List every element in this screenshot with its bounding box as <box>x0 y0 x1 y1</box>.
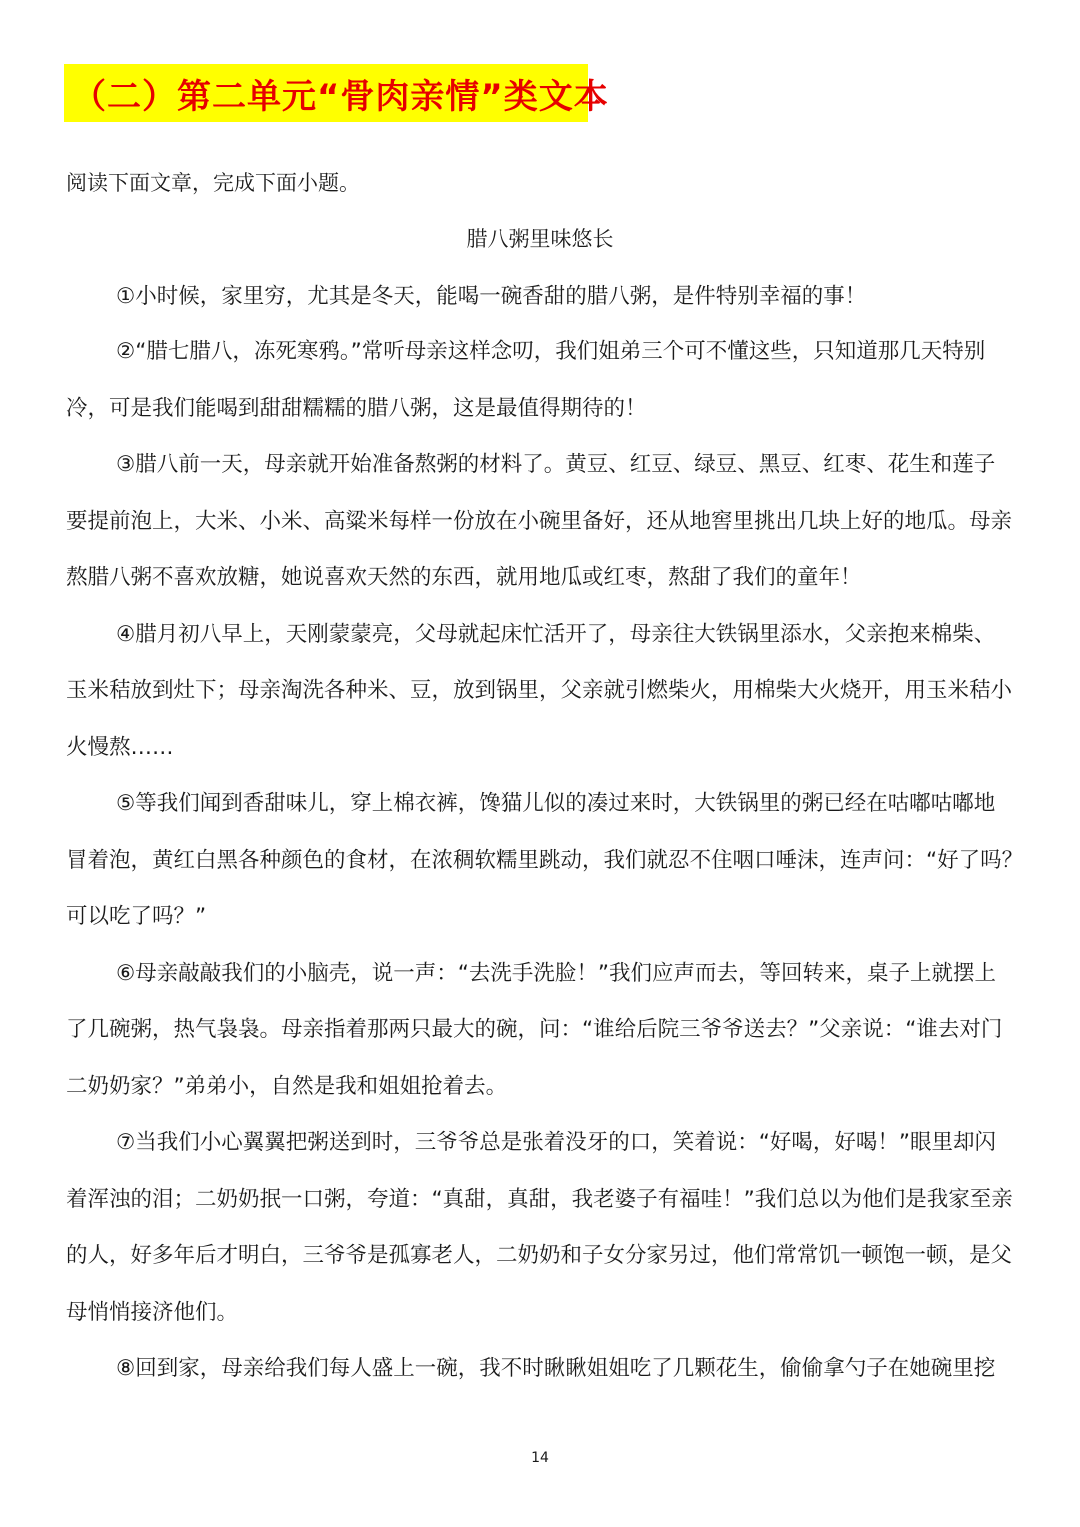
article-title: 腊八粥里味悠长 <box>466 227 614 251</box>
paragraph-line: ②“腊七腊八，冻死寒鸦。”常听母亲这样念叨，我们姐弟三个可不懂这些，只知道那几天特别 <box>116 339 986 364</box>
section-heading-highlight <box>64 64 609 122</box>
paragraph-line: ③腊八前一天，母亲就开始准备熬粥的材料了。黄豆、红豆、绿豆、黑豆、红枣、花生和莲子 <box>116 452 996 477</box>
paragraph-line: 母悄悄接济他们。 <box>66 1300 239 1325</box>
paragraph-line: 要提前泡上，大米、小米、高粱米每样一份放在小碗里备好，还从地窖里挑出几块上好的地瓜。母亲 <box>66 509 1013 534</box>
page-number: 14 <box>531 1450 549 1466</box>
paragraph-line: 着浑浊的泪；二奶奶抿一口粥，夸道：“真甜，真甜，我老婆子有福哇！”我们总以为他们是我家至亲 <box>66 1187 1013 1212</box>
section-heading: （二）第二单元“骨肉亲情”类文本 <box>72 76 609 117</box>
reading-instruction: 阅读下面文章，完成下面小题。 <box>66 171 360 195</box>
paragraph-line: ④腊月初八早上，天刚蒙蒙亮，父母就起床忙活开了，母亲往大铁锅里添水，父亲抱来棉柴、 <box>116 622 996 647</box>
paragraph-line: ⑧回到家，母亲给我们每人盛上一碗，我不时瞅瞅姐姐吃了几颗花生，偷偷拿勺子在她碗里挖 <box>116 1356 996 1381</box>
paragraph-line: 熬腊八粥不喜欢放糖，她说喜欢天然的东西，就用地瓜或红枣，熬甜了我们的童年！ <box>66 565 862 590</box>
paragraph-line: 了几碗粥，热气袅袅。母亲指着那两只最大的碗，问：“谁给后院三爷爷送去？”父亲说：“谁去对门 <box>66 1017 1003 1042</box>
paragraph-line: ⑦当我们小心翼翼把粥送到时，三爷爷总是张着没牙的口，笑着说：“好喝，好喝！”眼里却闪 <box>116 1130 997 1155</box>
paragraph-line: 冷，可是我们能喝到甜甜糯糯的腊八粥，这是最值得期待的！ <box>66 396 647 421</box>
paragraph-line: 冒着泡，黄红白黑各种颜色的食材，在浓稠软糯里跳动，我们就忍不住咽口唾沫，连声问：“好了吗？ <box>66 848 1024 873</box>
paragraph-line: 二奶奶家？”弟弟小，自然是我和姐姐抢着去。 <box>66 1074 508 1099</box>
paragraph-line: 的人，好多年后才明白，三爷爷是孤寡老人，二奶奶和子女分家另过，他们常常饥一顿饱一顿，是父 <box>66 1243 1013 1268</box>
paragraph-line: ⑤等我们闻到香甜味儿，穿上棉衣裤，馋猫儿似的凑过来时，大铁锅里的粥已经在咕嘟咕嘟地 <box>116 791 996 816</box>
paragraph-line: 火慢熬…… <box>66 735 174 760</box>
paragraph-line: ⑥母亲敲敲我们的小脑壳，说一声：“去洗手洗脸！”我们应声而去，等回转来，桌子上就摆上 <box>116 961 997 986</box>
paragraph-line: ①小时候，家里穷，尤其是冬天，能喝一碗香甜的腊八粥，是件特别幸福的事！ <box>116 284 867 309</box>
paragraph-line: 玉米秸放到灶下；母亲淘洗各种米、豆，放到锅里，父亲就引燃柴火，用棉柴大火烧开，用玉米秸小 <box>66 678 1013 703</box>
paragraph-line: 可以吃了吗？” <box>66 904 207 929</box>
